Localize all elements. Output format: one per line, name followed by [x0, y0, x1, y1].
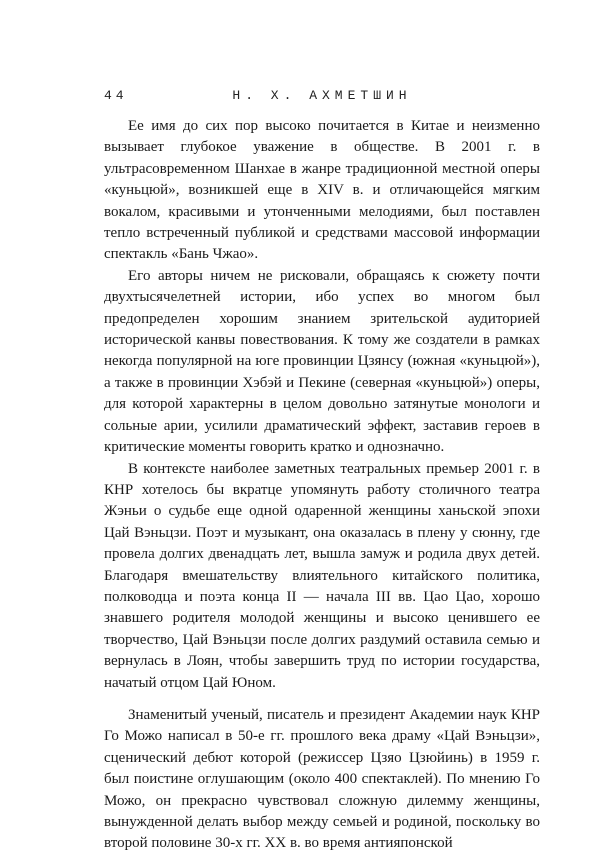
paragraph: В контексте наиболее заметных театральных премьер 2001 г. в КНР хотелось бы вкратце упомянуть работу столичного театра Жэньи о судьбе еще одной одаренной женщины ханьской эпохи Цай Вэньцзи. Поэт и музыкант, она оказалась в плену у сюнну, где провела долгих двенадцать лет, вышла замуж и родила двух детей. Благодаря вмешательству влиятельного китайского политика, полководца и поэта конца II — начала III вв. Цао Цао, хорошо знавшего родителя молодой женщины и высоко ценившего ее творчество, Цай Вэньцзи после долгих раздумий оставила семью и вернулась в Лоян, чтобы завершить труд по истории государства, начатый отцом Цай Юном. — [104, 460, 540, 691]
paragraph: Ее имя до сих пор высоко почитается в Китае и неизменно вызывает глубокое уважение в обществе. В 2001 г. в ультрасовременном Шанхае в жанре традиционной местной оперы «куньцюй», возникшей еще в XIV в. и отличающейся мягким вокалом, красивыми и утонченными мелодиями, был поставлен тепло встреченный публикой и средствами массовой информации спектакль «Бань Чжао». — [104, 118, 540, 263]
running-head: Н. Х. АХМЕТШИН — [232, 88, 412, 103]
paragraph: Его авторы ничем не рисковали, обращаясь к сюжету почти двухтысячелетней истории, ибо успех во многом был предопределен хорошим знанием зрительской аудиторией исторической канвы повествования. К тому же создатели в рамках некогда популярной на юге провинции Цзянсу (южная «куньцюй»), а также в провинции Хэбэй и Пекине (северная «куньцюй») оперы, для которой характерны в целом довольно затянутые монологи и сольные арии, усилили драматический эффект, заставив героев в критические моменты говорить кратко и однозначно. — [104, 267, 540, 456]
body-text — [104, 116, 540, 855]
page-number: 44 — [104, 88, 128, 103]
paragraph: Знаменитый ученый, писатель и президент Академии наук КНР Го Можо написал в 50-е гг. прошлого века драму «Цай Вэньцзи», сценический дебют которой (режиссер Цзяо Цзюйинь) в 1959 г. был поистине оглушающим (около 400 спектаклей). По мнению Го Можо, он прекрасно чувствовал сложную дилемму женщины, вынужденной делать выбор между семьей и родиной, поскольку во второй половине 30-х гг. XX в. во время антияпонской — [104, 706, 540, 852]
